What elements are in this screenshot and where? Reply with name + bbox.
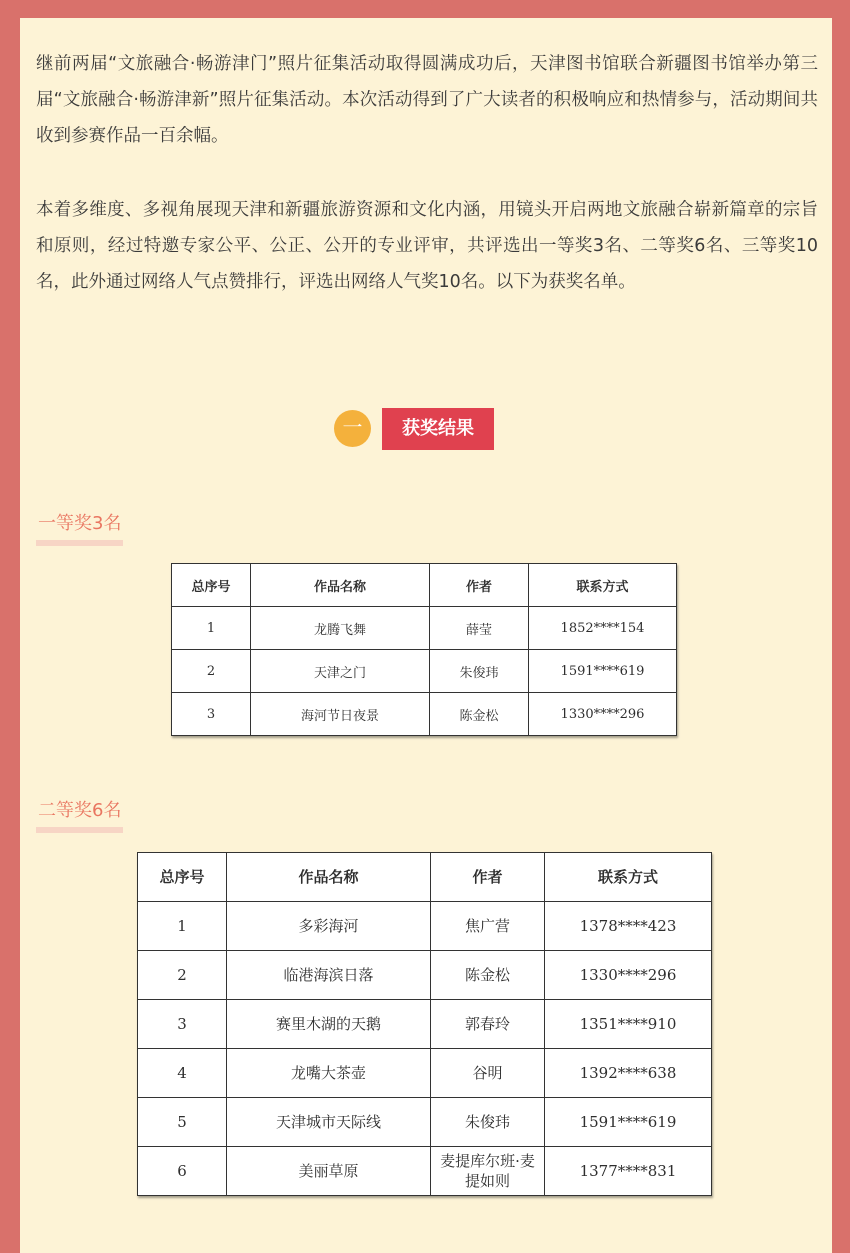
cell-index: 1 <box>138 902 227 951</box>
cell-title: 美丽草原 <box>227 1147 431 1196</box>
cell-author: 薛莹 <box>430 607 529 650</box>
table-row <box>138 1049 712 1098</box>
column-header: 作品名称 <box>251 564 430 607</box>
table-row <box>138 1147 712 1196</box>
cell-title: 龙嘴大茶壶 <box>227 1049 431 1098</box>
cell-contact: 1591****619 <box>529 650 677 693</box>
cell-title: 赛里木湖的天鹅 <box>227 1000 431 1049</box>
second-prize-heading: 二等奖6名 <box>36 799 123 833</box>
cell-index: 1 <box>172 607 251 650</box>
cell-contact: 1377****831 <box>545 1147 712 1196</box>
cell-contact: 1591****619 <box>545 1098 712 1147</box>
section-number-badge: 一 <box>334 410 371 447</box>
cell-title: 龙腾飞舞 <box>251 607 430 650</box>
cell-author: 郭春玲 <box>431 1000 545 1049</box>
cell-index: 3 <box>138 1000 227 1049</box>
section-title: 获奖结果 <box>382 408 494 450</box>
cell-contact: 1330****296 <box>545 951 712 1000</box>
cell-title: 临港海滨日落 <box>227 951 431 1000</box>
column-header: 联系方式 <box>545 853 712 902</box>
cell-index: 3 <box>172 693 251 736</box>
first-prize-table <box>171 563 677 736</box>
cell-index: 2 <box>138 951 227 1000</box>
table-row <box>138 1000 712 1049</box>
cell-index: 2 <box>172 650 251 693</box>
cell-author: 麦提库尔班·麦提如则 <box>431 1147 545 1196</box>
table-header-row <box>138 853 712 902</box>
cell-title: 天津之门 <box>251 650 430 693</box>
cell-title: 多彩海河 <box>227 902 431 951</box>
table-row <box>138 1098 712 1147</box>
section-header <box>20 408 832 452</box>
column-header: 联系方式 <box>529 564 677 607</box>
intro-paragraph-1: 继前两届“文旅融合·畅游津门”照片征集活动取得圆满成功后，天津图书馆联合新疆图书馆举办第三届“文旅融合·畅游津新”照片征集活动。本次活动得到了广大读者的积极响应和热情参与，活动期间共收到参赛作品一百余幅。 <box>36 54 818 146</box>
table-row <box>172 650 677 693</box>
cell-title: 海河节日夜景 <box>251 693 430 736</box>
second-prize-table <box>137 852 712 1196</box>
cell-author: 朱俊玮 <box>430 650 529 693</box>
first-prize-heading: 一等奖3名 <box>36 512 123 546</box>
column-header: 作者 <box>430 564 529 607</box>
article-page <box>20 18 832 1253</box>
table-row <box>138 951 712 1000</box>
cell-contact: 1378****423 <box>545 902 712 951</box>
cell-index: 5 <box>138 1098 227 1147</box>
column-header: 作者 <box>431 853 545 902</box>
cell-index: 4 <box>138 1049 227 1098</box>
cell-author: 朱俊玮 <box>431 1098 545 1147</box>
column-header: 作品名称 <box>227 853 431 902</box>
cell-title: 天津城市天际线 <box>227 1098 431 1147</box>
column-header: 总序号 <box>172 564 251 607</box>
intro-paragraph-2: 本着多维度、多视角展现天津和新疆旅游资源和文化内涵，用镜头开启两地文旅融合崭新篇章的宗旨和原则，经过特邀专家公平、公正、公开的专业评审，共评选出一等奖3名、二等奖6名、三等奖10名，此外通过网络人气点赞排行，评选出网络人气奖10名。以下为获奖名单。 <box>36 200 818 292</box>
cell-author: 焦广营 <box>431 902 545 951</box>
table-header-row <box>172 564 677 607</box>
cell-index: 6 <box>138 1147 227 1196</box>
column-header: 总序号 <box>138 853 227 902</box>
cell-contact: 1330****296 <box>529 693 677 736</box>
table-row <box>138 902 712 951</box>
cell-contact: 1852****154 <box>529 607 677 650</box>
cell-author: 谷明 <box>431 1049 545 1098</box>
cell-author: 陈金松 <box>431 951 545 1000</box>
cell-contact: 1351****910 <box>545 1000 712 1049</box>
table-row <box>172 607 677 650</box>
cell-contact: 1392****638 <box>545 1049 712 1098</box>
table-row <box>172 693 677 736</box>
cell-author: 陈金松 <box>430 693 529 736</box>
